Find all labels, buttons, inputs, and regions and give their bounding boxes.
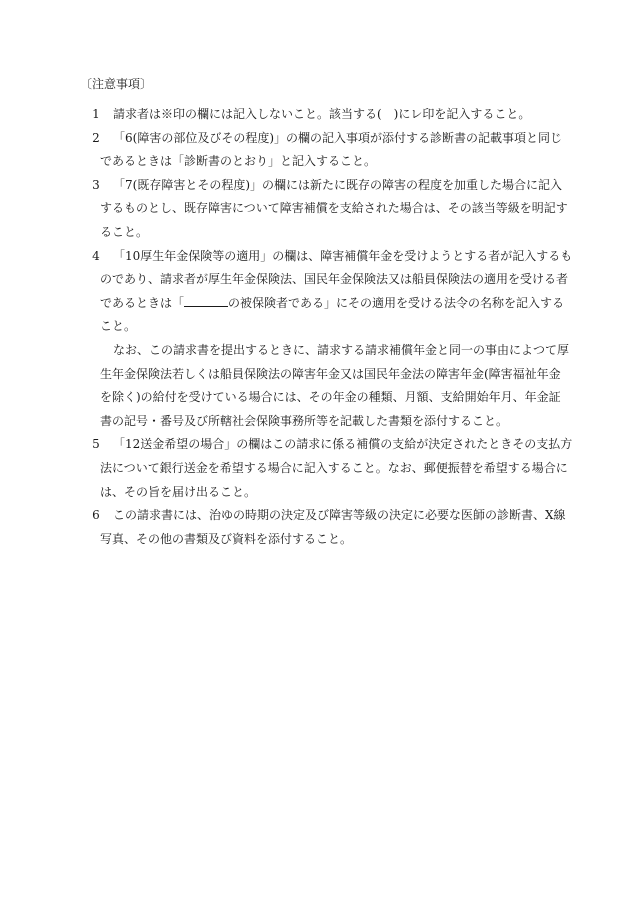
note-line-with-blank (100, 292, 565, 316)
notes-list (87, 103, 573, 551)
note-text (100, 127, 563, 174)
note-line-part: であるときは「 (100, 295, 185, 310)
note-line-part: の被保険者である」にその適用を受ける法令の名称を記入する (228, 295, 565, 310)
note-text (100, 504, 566, 551)
note-line: は、その旨を届け出ること。 (100, 484, 257, 499)
note-line: のであり、請求者が厚生年金保険法、国民年金保険法又は船員保険法の適用を受ける者 (100, 272, 569, 287)
note-line: するものとし、既存障害について障害補償を支給された場合は、その該当等級を明記す (100, 201, 568, 216)
note-item-3 (87, 174, 568, 245)
note-line: 「7(既存障害とその程度)」の欄には新たに既存の障害の程度を加重した場合に記入 (113, 177, 563, 192)
note-number: 3 (92, 177, 100, 192)
note-number: 2 (92, 130, 100, 145)
note-line: 請求者は※印の欄には記入しないこと。該当する( )にレ印を記入すること。 (113, 107, 531, 121)
note-number: 4 (92, 248, 100, 263)
note-line: であるときは「診断書のとおり」と記入すること。 (100, 154, 377, 169)
note-line: こと。 (100, 319, 137, 334)
note-line: なお、この請求書を提出するときに、請求する請求補償年金と同一の事由によつて厚 (113, 342, 570, 357)
note-line: 書の記号・番号及び所轄社会保険事務所等を記載した書類を添付すること。 (100, 413, 509, 428)
notes-heading: 〔注意事項〕 (80, 77, 153, 91)
note-item-1 (87, 103, 552, 127)
note-item-2 (87, 127, 563, 174)
note-number: 6 (92, 508, 100, 523)
note-line: ること。 (100, 224, 149, 239)
note-line: 「6(障害の部位及びその程度)」の欄の記入事項が添付する診断書の記載事項と同じ (113, 130, 563, 145)
note-line: 法について銀行送金を希望する場合に記入すること。なお、郵便振替を希望する場合に (100, 460, 568, 475)
note-item-4 (87, 245, 573, 434)
note-text (100, 245, 573, 434)
note-line: 生年金保険法若しくは船員保険法の障害年金又は国民年金法の障害年金(障害福祉年金 (100, 366, 561, 381)
note-number: 5 (92, 437, 100, 452)
note-text (100, 174, 568, 245)
note-text (100, 103, 552, 127)
note-line: を除く)の給付を受けている場合には、その年金の種類、月額、支給開始年月、年金証 (100, 390, 561, 405)
note-item-5 (87, 433, 573, 504)
note-text (100, 433, 573, 504)
note-line: この請求書には、治ゆの時期の決定及び障害等級の決定に必要な医師の診断書、X線 (113, 508, 566, 523)
fill-in-blank (184, 295, 228, 307)
note-line: 「10厚生年金保険等の適用」の欄は、障害補償年金を受けようとする者が記入するも (113, 248, 573, 263)
note-line: 写真、その他の書類及び資料を添付すること。 (100, 531, 353, 546)
note-line: 「12送金希望の場合」の欄はこの請求に係る補償の支給が決定されたときその支払方 (113, 437, 573, 452)
note-item-6 (87, 504, 566, 551)
note-number: 1 (92, 107, 100, 121)
